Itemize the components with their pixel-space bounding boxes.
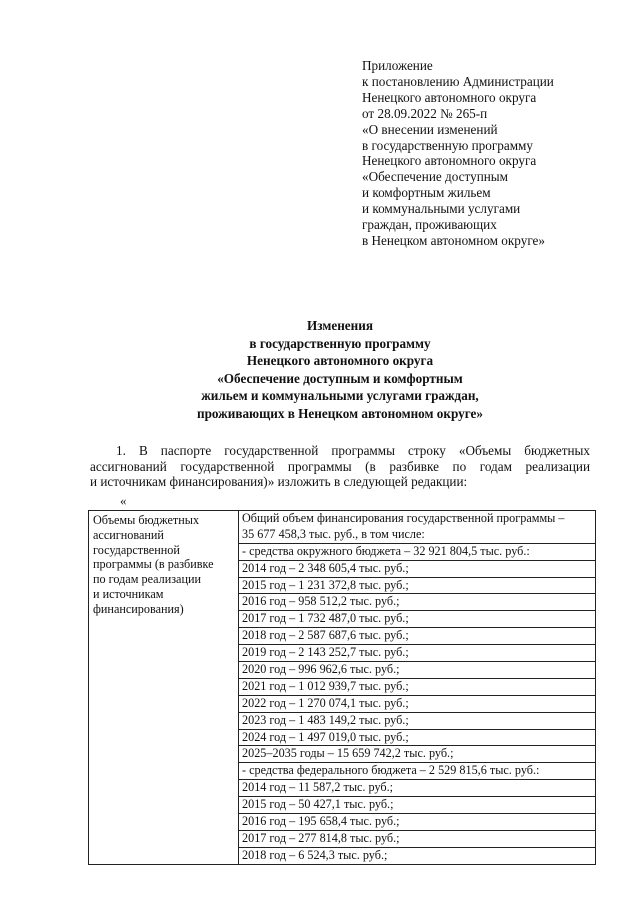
title-line: Изменения bbox=[307, 318, 373, 333]
paragraph-word: бюджетных bbox=[524, 443, 590, 458]
funding-line: 2017 год – 1 732 487,0 тыс. руб.; bbox=[239, 611, 595, 628]
paragraph-word: реализации bbox=[525, 458, 590, 474]
funding-line: 2015 год – 50 427,1 тыс. руб.; bbox=[239, 797, 595, 814]
appendix-line: «Обеспечение доступным bbox=[362, 169, 509, 185]
funding-line: 2014 год – 11 587,2 тыс. руб.; bbox=[239, 780, 595, 797]
appendix-line: Ненецкого автономного округа bbox=[362, 89, 537, 105]
title-line: в государственную программу bbox=[249, 335, 431, 351]
appendix-line: от 28.09.2022 № 265-п bbox=[362, 105, 488, 121]
paragraph-word: В bbox=[138, 443, 148, 458]
appendix-line: и комфортным жильем bbox=[362, 185, 491, 201]
appendix-line: к постановлению Администрации bbox=[362, 73, 554, 89]
body-paragraph bbox=[90, 443, 590, 490]
paragraph-word: паспорте bbox=[160, 443, 212, 458]
title-line: жильем и коммунальными услугами граждан, bbox=[201, 388, 479, 404]
paragraph-word: строку bbox=[408, 443, 446, 458]
document-title bbox=[90, 317, 590, 423]
row-header-cell bbox=[89, 511, 239, 865]
funding-line: - средства федерального бюджета – 2 529 815,6 тыс. руб.: bbox=[239, 763, 595, 780]
appendix-line: и коммунальными услугами bbox=[362, 201, 521, 217]
appendix-line: «О внесении изменений bbox=[362, 121, 498, 137]
funding-line: 35 677 458,3 тыс. руб., в том числе: bbox=[239, 527, 595, 544]
row-header-line: государственной bbox=[93, 542, 180, 557]
funding-line: 2014 год – 2 348 605,4 тыс. руб.; bbox=[239, 561, 595, 578]
paragraph-text: и источникам финансирования)» изложить в следующей редакции: bbox=[90, 474, 468, 490]
funding-line: 2020 год – 996 962,6 тыс. руб.; bbox=[239, 662, 595, 679]
appendix-block bbox=[362, 58, 554, 249]
paragraph-word: разбивке bbox=[389, 458, 439, 474]
funding-line: 2015 год – 1 231 372,8 тыс. руб.; bbox=[239, 578, 595, 595]
funding-line: 2021 год – 1 012 939,7 тыс. руб.; bbox=[239, 679, 595, 696]
funding-line: 2019 год – 2 143 252,7 тыс. руб.; bbox=[239, 645, 595, 662]
title-line: проживающих в Ненецком автономном округе» bbox=[196, 405, 484, 421]
funding-line: 2018 год – 2 587 687,6 тыс. руб.; bbox=[239, 628, 595, 645]
funding-line: - средства окружного бюджета – 32 921 804,5 тыс. руб.: bbox=[239, 544, 595, 561]
paragraph-word: по bbox=[452, 458, 467, 474]
appendix-line: Приложение bbox=[362, 58, 433, 73]
row-header-line: по годам реализации bbox=[93, 572, 202, 587]
appendix-line: в Ненецком автономном округе» bbox=[362, 232, 546, 248]
title-line: Ненецкого автономного округа bbox=[246, 353, 434, 369]
budget-table bbox=[88, 510, 596, 865]
funding-line: 2023 год – 1 483 149,2 тыс. руб.; bbox=[239, 713, 595, 730]
paragraph-word: годам bbox=[479, 458, 512, 474]
row-header-line: и источникам bbox=[93, 586, 164, 601]
funding-line: 2016 год – 195 658,4 тыс. руб.; bbox=[239, 814, 595, 831]
paragraph-word: 1. bbox=[116, 443, 126, 458]
paragraph-word: ассигнований bbox=[90, 458, 167, 474]
paragraph-word: «Объемы bbox=[458, 443, 512, 458]
funding-line: 2024 год – 1 497 019,0 тыс. руб.; bbox=[239, 730, 595, 747]
paragraph-word: государственной bbox=[180, 458, 275, 474]
paragraph-word: государственной bbox=[224, 443, 319, 458]
funding-line: 2016 год – 958 512,2 тыс. руб.; bbox=[239, 594, 595, 611]
funding-line: 2025–2035 годы – 15 659 742,2 тыс. руб.; bbox=[239, 746, 595, 763]
open-quote: « bbox=[120, 493, 127, 508]
funding-cell bbox=[239, 511, 596, 865]
title-line: «Обеспечение доступным и комфортным bbox=[217, 370, 463, 386]
paragraph-word: (в bbox=[365, 458, 376, 474]
funding-line: 2022 год – 1 270 074,1 тыс. руб.; bbox=[239, 696, 595, 713]
funding-line: Общий объем финансирования государственной программы – bbox=[242, 511, 565, 525]
paragraph-line-2 bbox=[90, 459, 590, 475]
row-header-line: программы (в разбивке bbox=[93, 557, 214, 572]
funding-line: 2017 год – 277 814,8 тыс. руб.; bbox=[239, 831, 595, 848]
row-header-line: ассигнований bbox=[93, 527, 164, 542]
paragraph-word: программы bbox=[331, 443, 395, 458]
paragraph-word: программы bbox=[287, 458, 352, 474]
paragraph-line-1 bbox=[90, 443, 590, 459]
appendix-line: Ненецкого автономного округа bbox=[362, 153, 537, 169]
appendix-line: граждан, проживающих bbox=[362, 217, 497, 233]
paragraph-line-3 bbox=[90, 474, 590, 490]
funding-line: 2018 год – 6 524,3 тыс. руб.; bbox=[242, 847, 388, 862]
table-row bbox=[89, 511, 596, 865]
row-header-line: финансирования) bbox=[93, 601, 184, 616]
appendix-line: в государственную программу bbox=[362, 137, 533, 153]
row-header-line: Объемы бюджетных bbox=[93, 513, 200, 527]
